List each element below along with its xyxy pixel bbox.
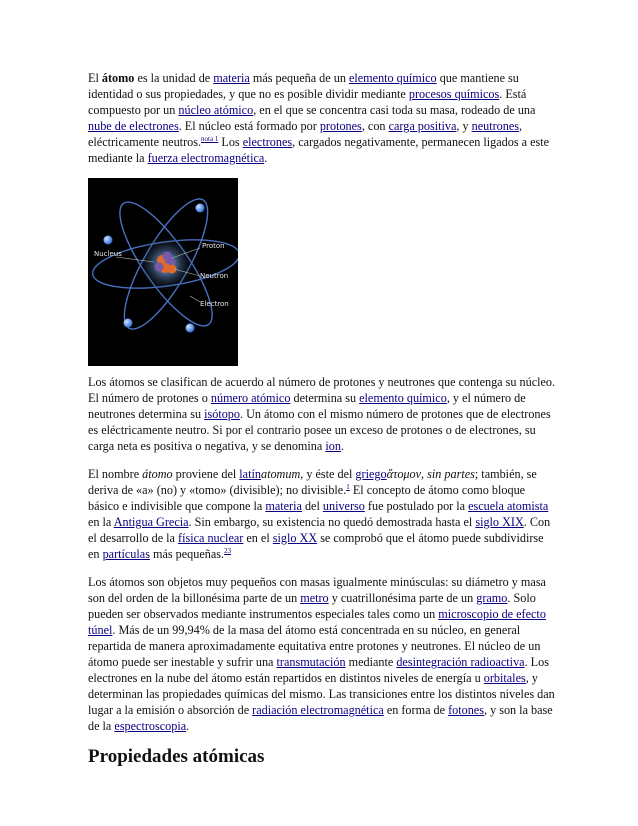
text: . Solo pueden ser observados mediante instrumentos especiales tales como un: [88, 591, 536, 621]
text: que mantiene su identidad o sus propiedades, y que no es posible dividir mediante: [88, 71, 519, 101]
link-antigua-grecia[interactable]: Antigua Grecia: [113, 515, 189, 529]
link-espectroscopia[interactable]: espectroscopia: [114, 719, 187, 733]
text: , eléctricamente neutros.: [88, 119, 523, 149]
link-desintegracion-radioactiva[interactable]: desintegración radioactiva: [396, 655, 525, 669]
link-microscopio-efecto-tunel[interactable]: microscopio de efecto túnel: [88, 607, 546, 637]
text: determina su: [290, 391, 360, 405]
link-protones[interactable]: protones: [319, 119, 362, 133]
link-elemento-quimico[interactable]: elemento químico: [359, 391, 447, 405]
label-proton: Proton: [202, 242, 225, 250]
atom-diagram-image: [88, 178, 238, 366]
electron-particle: [186, 324, 195, 333]
text: en la: [88, 515, 114, 529]
link-nucleo-atomico[interactable]: núcleo atómico: [178, 103, 254, 117]
text: . Un átomo con el mismo número de protones que de electrones es eléctricamente neutro. Si por el contrario posee un exceso de protones o de electrones, su carga neta es positiva o negativa, y se denomina: [88, 407, 551, 453]
text: proviene del: [172, 467, 240, 481]
text: , en el que se concentra casi toda su masa, rodeado de una: [253, 103, 536, 117]
text: . Está compuesto por un: [88, 87, 527, 117]
neutron-particle: [155, 263, 164, 272]
link-elemento-quimico[interactable]: elemento químico: [348, 71, 437, 85]
link-ion[interactable]: ion: [325, 439, 341, 453]
link-griego[interactable]: griego: [355, 467, 387, 481]
text: El concepto de átomo como bloque básico e indivisible que compone la: [88, 483, 526, 513]
text: fue postulado por la: [364, 499, 469, 513]
text: es la unidad de: [134, 71, 214, 85]
text: , y determinan las propiedades químicas del mismo. Las transiciones entre los distintos niveles dan lugar a la emisión o absorción de: [88, 671, 555, 717]
text: , y el número de neutrones determina su: [88, 391, 526, 421]
link-orbitales[interactable]: orbitales: [483, 671, 526, 685]
text: , y éste del: [300, 467, 356, 481]
text: El: [88, 71, 102, 85]
link-radiacion-electromagnetica[interactable]: radiación electromagnética: [252, 703, 384, 717]
footnote-nota-1[interactable]: nota 1: [201, 135, 219, 143]
text: del: [301, 499, 323, 513]
link-siglo-xix[interactable]: siglo XIX: [475, 515, 524, 529]
link-electrones[interactable]: electrones: [242, 135, 293, 149]
text: El nombre: [88, 467, 143, 481]
text: , con: [361, 119, 389, 133]
label-neutron: Neutron: [200, 272, 229, 280]
label-nucleus: Nucleus: [94, 250, 122, 258]
link-escuela-atomista[interactable]: escuela atomista: [468, 499, 549, 513]
paragraph-clasificacion: [88, 374, 558, 454]
text: ; también, se deriva de «a» (no) y «tomo» (divisible); no divisible.: [88, 467, 537, 497]
text: más pequeña de un: [249, 71, 349, 85]
text: . Con el desarrollo de la: [88, 515, 551, 545]
text: , cargados negativamente, permanecen ligados a este mediante la: [88, 135, 550, 165]
link-fisica-nuclear[interactable]: física nuclear: [178, 531, 244, 545]
paragraph-intro: [88, 70, 558, 166]
atom-diagram-svg: [88, 178, 238, 366]
text: en el: [243, 531, 273, 545]
link-materia[interactable]: materia: [265, 499, 302, 513]
text: .: [340, 439, 344, 453]
term-atomo-italic: átomo: [142, 467, 173, 481]
link-latin[interactable]: latín: [239, 467, 261, 481]
text: mediante: [345, 655, 397, 669]
text: , y son la base de la: [88, 703, 553, 733]
term-atomum: atomum: [260, 467, 301, 481]
link-siglo-xx[interactable]: siglo XX: [272, 531, 318, 545]
link-fuerza-electromagnetica[interactable]: fuerza electromagnética: [147, 151, 265, 165]
text: . Los electrones en la nube del átomo están repartidos en distintos niveles de energía u: [88, 655, 549, 685]
text: se comprobó que el átomo puede subdividirse en: [88, 531, 544, 561]
term-atomo: átomo: [101, 71, 135, 85]
text: Los átomos son objetos muy pequeños con masas igualmente minúsculas: su diámetro y masa son del orden de la billonésima parte de un: [88, 575, 546, 605]
text: y cuatrillonésima parte de un: [328, 591, 477, 605]
section-heading: Propiedades atómicas: [88, 746, 265, 767]
link-neutrones[interactable]: neutrones: [471, 119, 519, 133]
electron-particle: [124, 319, 133, 328]
electron-particle: [104, 236, 113, 245]
text: . Sin embargo, su existencia no quedó demostrada hasta el: [188, 515, 476, 529]
neutron-particle: [163, 252, 172, 261]
text: en forma de: [383, 703, 449, 717]
text: , y: [456, 119, 472, 133]
paragraph-etimologia: [88, 466, 558, 562]
text: más pequeñas.: [149, 547, 225, 561]
text: Los: [218, 135, 243, 149]
footnote-1[interactable]: 1: [346, 483, 350, 491]
link-fotones[interactable]: fotones: [448, 703, 484, 717]
link-metro[interactable]: metro: [300, 591, 329, 605]
link-transmutacion[interactable]: transmutación: [276, 655, 346, 669]
footnote-23[interactable]: 23: [224, 547, 232, 555]
link-nube-electrones[interactable]: nube de electrones: [88, 119, 179, 133]
text: . El núcleo está formado por: [178, 119, 320, 133]
link-universo[interactable]: universo: [322, 499, 365, 513]
link-gramo[interactable]: gramo: [476, 591, 508, 605]
text: .: [186, 719, 190, 733]
electron-particle: [196, 204, 205, 213]
link-carga-positiva[interactable]: carga positiva: [388, 119, 457, 133]
article-body: [88, 70, 558, 768]
link-particulas[interactable]: partículas: [102, 547, 150, 561]
link-materia[interactable]: materia: [213, 71, 250, 85]
link-numero-atomico[interactable]: número atómico: [210, 391, 291, 405]
label-electron: Electron: [200, 300, 229, 308]
link-procesos-quimicos[interactable]: procesos químicos: [408, 87, 500, 101]
term-atomon: ἄτομον, sin partes: [386, 467, 475, 481]
text: .: [264, 151, 268, 165]
paragraph-tamano: [88, 574, 558, 734]
text: . Más de un 99,94% de la masa del átomo está concentrada en su núcleo, en general repartida de manera aproximadamente equitativa entre protones y neutrones. El núcleo de un átomo puede ser inestable y sufrir una: [88, 623, 541, 669]
link-isotopo[interactable]: isótopo: [204, 407, 240, 421]
text: Los átomos se clasifican de acuerdo al número de protones y neutrones que contenga su núcleo. El número de protones o: [88, 375, 556, 405]
